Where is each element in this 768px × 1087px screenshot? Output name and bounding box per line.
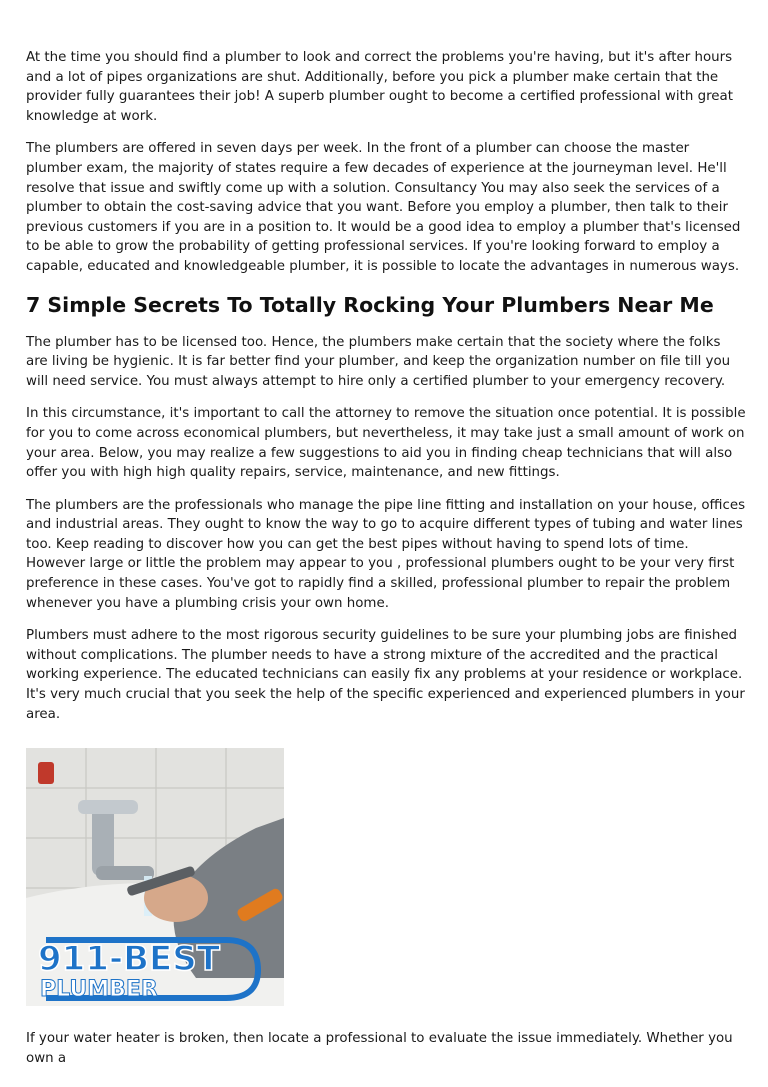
section-heading: 7 Simple Secrets To Totally Rocking Your Plumbers Near Me	[26, 292, 714, 317]
document-page	[26, 48, 746, 1081]
logo-text-top: 911-BEST	[38, 939, 220, 980]
paragraph-intro-1: At the time you should find a plumber to look and correct the problems you're having, but it's after hours and a lot of pipes organizations are shut. Additionally, before you pick a plumber make certain that the provider fully guarantees their job! A superb plumber ought to become a certified professional with great knowledge at work.	[26, 50, 733, 124]
paragraph-main-4: Plumbers must adhere to the most rigorous security guidelines to be sure your plumbing jobs are finished without complications. The plumber needs to have a strong mixture of the accredited and the practical working experience. The educated technicians can easily fix any problems at your residence or workplace. It's very much crucial that you seek the help of the specific experienced and experienced plumbers in your area.	[26, 628, 745, 722]
paragraph-main-1: The plumber has to be licensed too. Hence, the plumbers make certain that the society where the folks are living be hygienic. It is far better find your plumber, and keep the organization number on file till you will need service. You must always attempt to hire only a certified plumber to your emergency recovery.	[26, 334, 731, 389]
plumber-photo-illustration	[26, 748, 284, 1006]
paragraph-main-2: In this circumstance, it's important to call the attorney to remove the situation once potential. It is possible for you to come across economical plumbers, but nevertheless, it may take just a small amount of work on your area. Below, you may realize a few suggestions to aid you in finding cheap technicians that will also offer you with high high quality repairs, service, maintenance, and new fittings.	[26, 406, 746, 481]
logo-text-bottom: PLUMBER	[40, 977, 158, 1003]
plumber-photo	[26, 748, 284, 1006]
paragraph-main-3: The plumbers are the professionals who manage the pipe line fitting and installation on your house, offices and industrial areas. They ought to know the way to go to acquire different types of tubing and water lines too. Keep reading to discover how you can get the best pipes without having to spend lots of time. However large or little the problem may appear to you , professional plumbers ought to be your very first preference in these cases. You've got to rapidly find a skilled, professional plumber to repair the problem whenever you have a plumbing crisis your own home.	[26, 497, 746, 611]
paragraph-end: If your water heater is broken, then locate a professional to evaluate the issue immediately. Whether you own a	[26, 1031, 733, 1066]
paragraph-intro-2: The plumbers are offered in seven days per week. In the front of a plumber can choose the master plumber exam, the majority of states require a few decades of experience at the journeyman level. He'll resolve that issue and swiftly come up with a solution. Consultancy You may also seek the services of a plumber to obtain the cost-saving advice that you want. Before you employ a plumber, then talk to their previous customers if you are in a position to. It would be a good idea to employ a plumber that's licensed to be able to grow the probability of getting professional services. If you're looking forward to employ a capable, educated and knowledgeable plumber, it is possible to locate the advantages in numerous ways.	[26, 141, 741, 274]
